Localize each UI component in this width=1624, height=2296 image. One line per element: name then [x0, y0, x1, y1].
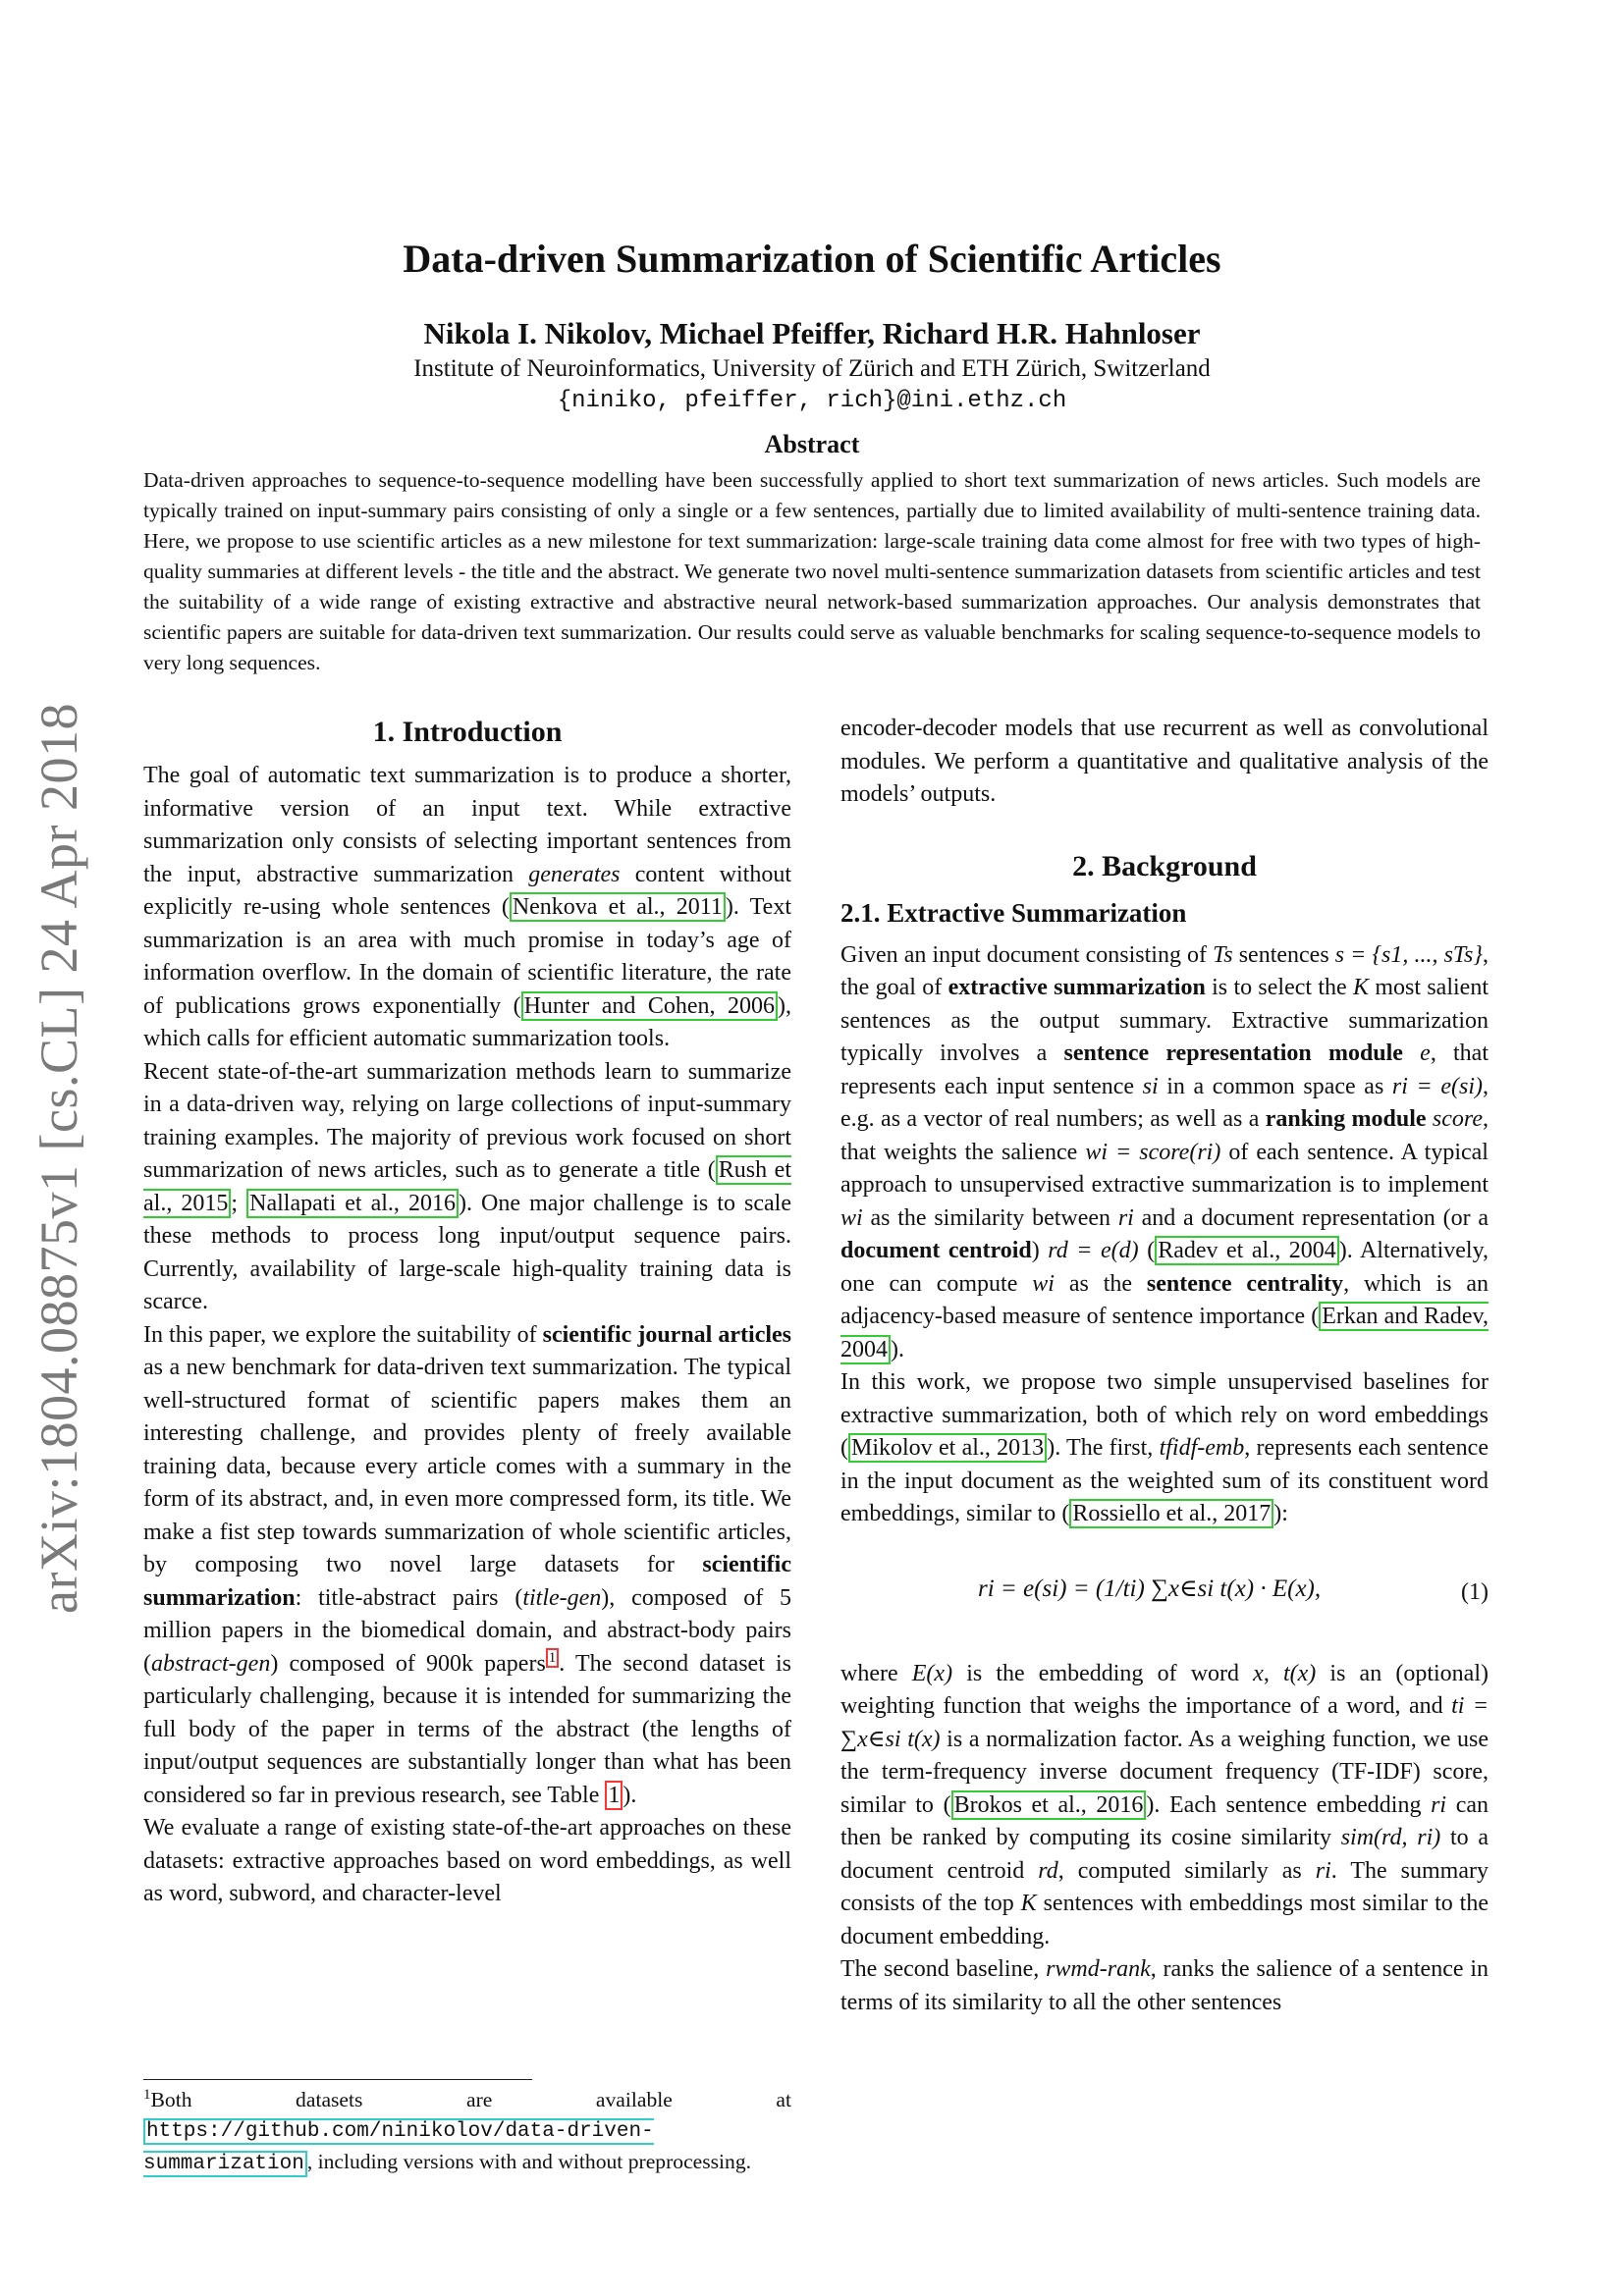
- left-column: [143, 713, 791, 1911]
- intro-paragraph-1: The goal of automatic text summarization is to produce a shorter, informative version of an input text. While extractive summarization only consists of selecting important sentences from the input, abstractive summarization generates content without explicitly re-using whole sentences ( Nenkova et al., 2011 ). Text summarization is an area with much promise in today’s age of information overflow. In the domain of scientific literature, the rate of publications grows exponentially ( Hunter and Cohen, 2006 ), which calls for efficient automatic summarization tools.: [143, 763, 791, 1051]
- citation-link[interactable]: Erkan and Radev, 2004: [840, 1304, 1489, 1362]
- footnote: $^1$Both datasets are available at https://github.com/ninikolov/data-driven-summarization , including versions with and without preprocessing.: [143, 2086, 791, 2175]
- equation-body: ri = e(si) = (1/ti) ∑x∈si t(x) · E(x),: [978, 1575, 1322, 1602]
- arxiv-stamp[interactable]: arXiv:1804.08875v1 [cs.CL] 24 Apr 2018: [29, 703, 88, 1614]
- citation-link[interactable]: Nenkova et al., 2011: [510, 892, 726, 922]
- github-link[interactable]: https://github.com/ninikolov/data-driven-summarization: [143, 2120, 654, 2175]
- affiliation: Institute of Neuroinformatics, University of Zürich and ETH Zürich, Switzerland: [413, 355, 1211, 382]
- section-heading-background: 2. Background: [1072, 849, 1257, 882]
- background-paragraph-2: In this work, we propose two simple unsupervised baselines for extractive summarization, both of which rely on word embeddings ( Mikolov et al., 2013 ). The first, tfidf-emb, represents each sentence in the input document as the weighted sum of its constituent word embeddings, similar to ( Rossiello et al., 2017 ):: [840, 1369, 1489, 1526]
- citation-link[interactable]: Brokos et al., 2016: [951, 1790, 1147, 1820]
- subsection-heading-extractive: 2.1. Extractive Summarization: [840, 897, 1187, 928]
- right-column: [840, 713, 1489, 2019]
- citation-link[interactable]: Mikolov et al., 2013: [848, 1433, 1047, 1463]
- citation-link[interactable]: Rossiello et al., 2017: [1069, 1499, 1273, 1528]
- equation-number: (1): [1461, 1578, 1489, 1605]
- intro-paragraph-2: Recent state-of-the-art summarization methods learn to summarize in a data-driven way, relying on large collections of input-summary training examples. The majority of previous work focused on short summarization of news articles, such as to generate a title ( Rush et al., 2015 ; Nallapati et al., 2016 ). One major challenge is to scale these methods to process long input/output sequence pairs. Currently, availability of large-scale high-quality training data is scarce.: [143, 1058, 791, 1314]
- footnote-ref-link[interactable]: 1: [546, 1648, 560, 1668]
- background-paragraph-3: where E(x) is the embedding of word x, t(x) is an (optional) weighting function that weighs the importance of a word, and ti = ∑x∈si t(x) is a normalization factor. As a weighing function, we use the term-frequency inverse document frequency (TF-IDF) score, similar to ( Brokos et al., 2016 ). Each sentence embedding ri can then be ranked by computing its cosine similarity sim(rd, ri) to a document centroid rd, computed similarly as ri. The summary consists of the top K sentences with embeddings most similar to the document embedding.: [840, 1660, 1489, 1949]
- citation-link[interactable]: Rush et al., 2015: [143, 1157, 791, 1216]
- abstract-text: Data-driven approaches to sequence-to-sequence modelling have been successfully applied to short text summarization of news articles. Such models are typically trained on input-summary pairs consisting of only a single or a few sentences, partially due to limited availability of multi-sentence training data. Here, we propose to use scientific articles as a new milestone for text summarization: large-scale training data come almost for free with two types of high-quality summaries at different levels - the title and the abstract. We generate two novel multi-sentence summarization datasets from scientific articles and test the suitability of a wide range of existing extractive and abstractive neural network-based summarization approaches. Our analysis demonstrates that scientific papers are suitable for data-driven text summarization. Our results could serve as valuable benchmarks for scaling sequence-to-sequence models to very long sequences.: [143, 468, 1481, 674]
- equation-1: [840, 1553, 1489, 1646]
- author-email: {niniko, pfeiffer, rich}@ini.ethz.ch: [557, 388, 1067, 414]
- section-heading-introduction: 1. Introduction: [372, 716, 563, 748]
- intro-paragraph-4-continued: encoder-decoder models that use recurrent as well as convolutional modules. We perform a quantitative and qualitative analysis of the models’ outputs.: [840, 716, 1489, 807]
- abstract-heading: Abstract: [764, 430, 860, 458]
- footnote-rule: [143, 2079, 532, 2080]
- paper-title: Data-driven Summarization of Scientific Articles: [403, 237, 1221, 281]
- table-ref-link[interactable]: 1: [605, 1781, 623, 1810]
- citation-link[interactable]: Hunter and Cohen, 2006: [521, 991, 778, 1021]
- intro-paragraph-3: In this paper, we explore the suitability of scientific journal articles as a new benchmark for data-driven text summarization. The typical well-structured format of scientific papers makes them an interesting challenge, and provides plenty of freely available training data, because every article comes with a summary in the form of its abstract, and, in even more compressed form, its title. We make a fist step towards summarization of whole scientific articles, by composing two novel large datasets for scientific summarization: title-abstract pairs (title-gen), composed of 5 million papers in the biomedical domain, and abstract-body pairs (abstract-gen) composed of 900k papers $^1$ . The second dataset is particularly challenging, because it is intended for summarizing the full body of the paper in terms of the abstract (the lengths of input/output sequences are substantially longer than what has been considered so far in previous research, see Table 1 ).: [143, 1321, 792, 1808]
- background-paragraph-1: Given an input document consisting of Ts sentences s = {s1, ..., sTs}, the goal of extractive summarization is to select the K most salient sentences as the output summary. Extractive summarization typically involves a sentence representation module e, that represents each input sentence si in a common space as ri = e(si), e.g. as a vector of real numbers; as well as a ranking module score, that weights the salience wi = score(ri) of each sentence. A typical approach to unsupervised extractive summarization is to implement wi as the similarity between ri and a document representation (or a document centroid) rd = e(d) ( Radev et al., 2004 ). Alternatively, one can compute wi as the sentence centrality, which is an adjacency-based measure of sentence importance ( Erkan and Radev, 2004 ).: [840, 941, 1489, 1362]
- citation-link[interactable]: Radev et al., 2004: [1155, 1236, 1339, 1265]
- intro-paragraph-4: We evaluate a range of existing state-of-the-art approaches on these datasets: extractive approaches based on word embeddings, as well as word, subword, and character-level: [143, 1815, 791, 1906]
- background-paragraph-4: The second baseline, rwmd-rank, ranks the salience of a sentence in terms of its similarity to all the other sentences: [840, 1956, 1489, 2015]
- authors: Nikola I. Nikolov, Michael Pfeiffer, Richard H.R. Hahnloser: [423, 316, 1201, 350]
- citation-link[interactable]: Nallapati et al., 2016: [246, 1189, 459, 1218]
